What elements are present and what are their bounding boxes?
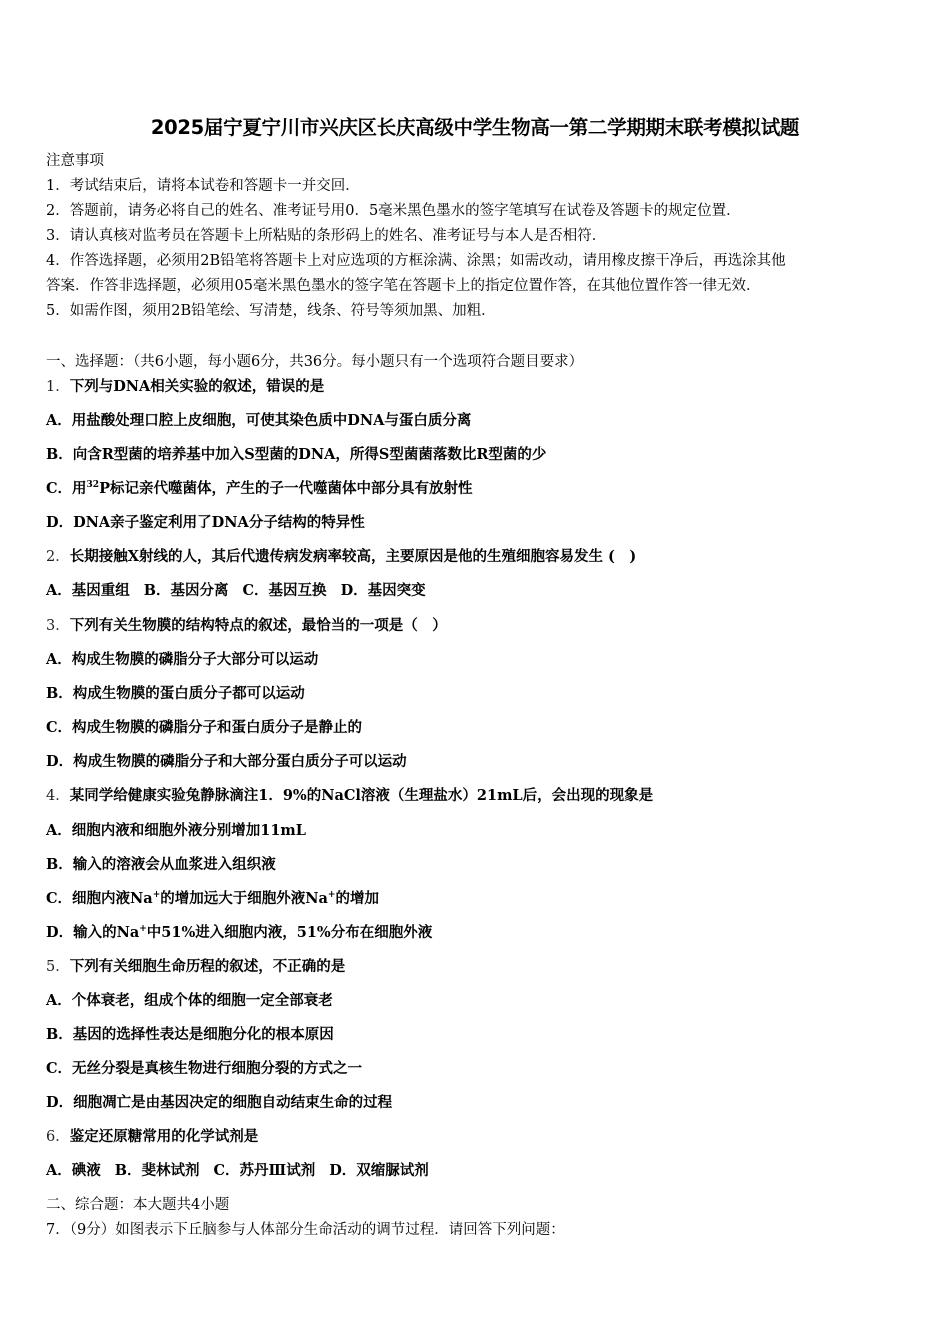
- exam-title: 2025届宁夏宁川市兴庆区长庆高级中学生物高一第二学期期末联考模拟试题: [150, 116, 800, 139]
- option-text: 的增加: [335, 890, 379, 907]
- notice-heading: 注意事项: [46, 153, 104, 169]
- notice-item: 5．如需作图，须用2B铅笔绘、写清楚，线条、符号等须加黑、加粗．: [46, 303, 496, 319]
- question-number: 4．: [46, 788, 70, 804]
- option-text: P标记亲代噬菌体，产生的子一代噬菌体中部分具有放射性: [99, 480, 473, 497]
- q2-option-c: C．基因互换: [242, 582, 327, 599]
- question-stem: 鉴定还原糖常用的化学试剂是: [69, 1128, 259, 1145]
- q4-option-c: [46, 887, 379, 908]
- q5-option-c: C．无丝分裂是真核生物进行细胞分裂的方式之一: [46, 1060, 363, 1077]
- q1-option-d: D．DNA亲子鉴定利用了DNA分子结构的特异性: [46, 514, 365, 531]
- option-text: 中51%进入细胞内液，51%分布在细胞外液: [146, 924, 433, 941]
- q5-option-d: D．细胞凋亡是由基因决定的细胞自动结束生命的过程: [46, 1094, 393, 1111]
- option-text: C．用: [46, 480, 87, 497]
- notice-item: 4．作答选择题，必须用2B铅笔将答题卡上对应选项的方框涂满、涂黑；如需改动，请用橡皮擦干净后，再选涂其他: [46, 253, 786, 269]
- notice-item: 3．请认真核对监考员在答题卡上所粘贴的条形码上的姓名、准考证号与本人是否相符．: [46, 228, 607, 244]
- question-number: 3．: [46, 618, 70, 634]
- question-number: 6．: [46, 1129, 70, 1145]
- question-number: 5．: [46, 959, 70, 975]
- q5-option-b: B．基因的选择性表达是细胞分化的根本原因: [46, 1026, 334, 1043]
- option-text: D．输入的Na: [46, 924, 140, 941]
- q2-options: [46, 579, 426, 600]
- question-5: [46, 955, 345, 976]
- notice-item: 2．答题前，请务必将自己的姓名、准考证号用0．5毫米黑色墨水的签字笔填写在试卷及答题卡的规定位置．: [46, 203, 741, 219]
- superscript: 32: [86, 480, 100, 490]
- q3-option-c: C．构成生物膜的磷脂分子和蛋白质分子是静止的: [46, 719, 363, 736]
- section-choice-heading: 一、选择题：（共6小题，每小题6分，共36分。每小题只有一个选项符合题目要求）: [46, 354, 584, 370]
- question-number: 1．: [46, 379, 70, 395]
- question-6: [46, 1125, 258, 1146]
- q4-option-b: B．输入的溶液会从血浆进入组织液: [46, 856, 276, 873]
- q3-option-a: A．构成生物膜的磷脂分子大部分可以运动: [46, 651, 319, 668]
- question-1: [46, 375, 324, 396]
- section-comprehensive-heading: 二、综合题：本大题共4小题: [46, 1197, 230, 1213]
- question-7: 7．（9分）如图表示下丘脑参与人体部分生命活动的调节过程．请回答下列问题：: [46, 1222, 565, 1238]
- q2-option-d: D．基因突变: [340, 582, 426, 599]
- q4-option-a: A．细胞内液和细胞外液分别增加11mL: [46, 822, 306, 839]
- question-2: [46, 545, 636, 566]
- q6-option-b: B．斐林试剂: [114, 1162, 200, 1179]
- q6-option-a: A．碘液: [46, 1162, 101, 1179]
- q2-option-b: B．基因分离: [143, 582, 229, 599]
- question-3: [46, 614, 447, 635]
- q6-option-d: D．双缩脲试剂: [329, 1162, 429, 1179]
- option-text: 的增加远大于细胞外液Na: [160, 890, 328, 907]
- notice-item: 1．考试结束后，请将本试卷和答题卡一并交回．: [46, 178, 360, 194]
- question-stem: 下列有关细胞生命历程的叙述，不正确的是: [69, 958, 346, 975]
- question-4: [46, 784, 653, 805]
- q4-option-d: [46, 921, 432, 942]
- q5-option-a: A．个体衰老，组成个体的细胞一定全部衰老: [46, 992, 333, 1009]
- q1-option-b: B．向含R型菌的培养基中加入S型菌的DNA，所得S型菌菌落数比R型菌的少: [46, 446, 547, 463]
- superscript: +: [152, 890, 161, 900]
- q3-option-d: D．构成生物膜的磷脂分子和大部分蛋白质分子可以运动: [46, 753, 407, 770]
- q6-option-c: C．苏丹Ⅲ试剂: [213, 1162, 316, 1179]
- q3-option-b: B．构成生物膜的蛋白质分子都可以运动: [46, 685, 305, 702]
- q1-option-c: [46, 477, 472, 498]
- question-stem: 某同学给健康实验兔静脉滴注1．9%的NaCl溶液（生理盐水）21mL后，会出现的现象是: [69, 787, 654, 804]
- notice-block: [46, 149, 906, 324]
- question-stem: 下列有关生物膜的结构特点的叙述，最恰当的一项是（ ）: [69, 617, 447, 634]
- question-stem: 长期接触X射线的人，其后代遗传病发病率较高，主要原因是他的生殖细胞容易发生 ( ): [69, 548, 637, 565]
- notice-item: 答案．作答非选择题，必须用05毫米黑色墨水的签字笔在答题卡上的指定位置作答，在其他位置作答一律无效．: [46, 278, 761, 294]
- superscript: +: [139, 924, 147, 934]
- q1-option-a: A．用盐酸处理口腔上皮细胞，可使其染色质中DNA与蛋白质分离: [46, 412, 472, 429]
- superscript: +: [327, 890, 336, 900]
- option-text: C．细胞内液Na: [46, 890, 153, 907]
- q6-options: [46, 1159, 429, 1180]
- q2-option-a: A．基因重组: [46, 582, 130, 599]
- question-number: 2．: [46, 549, 70, 565]
- question-stem: 下列与DNA相关实验的叙述，错误的是: [69, 378, 325, 395]
